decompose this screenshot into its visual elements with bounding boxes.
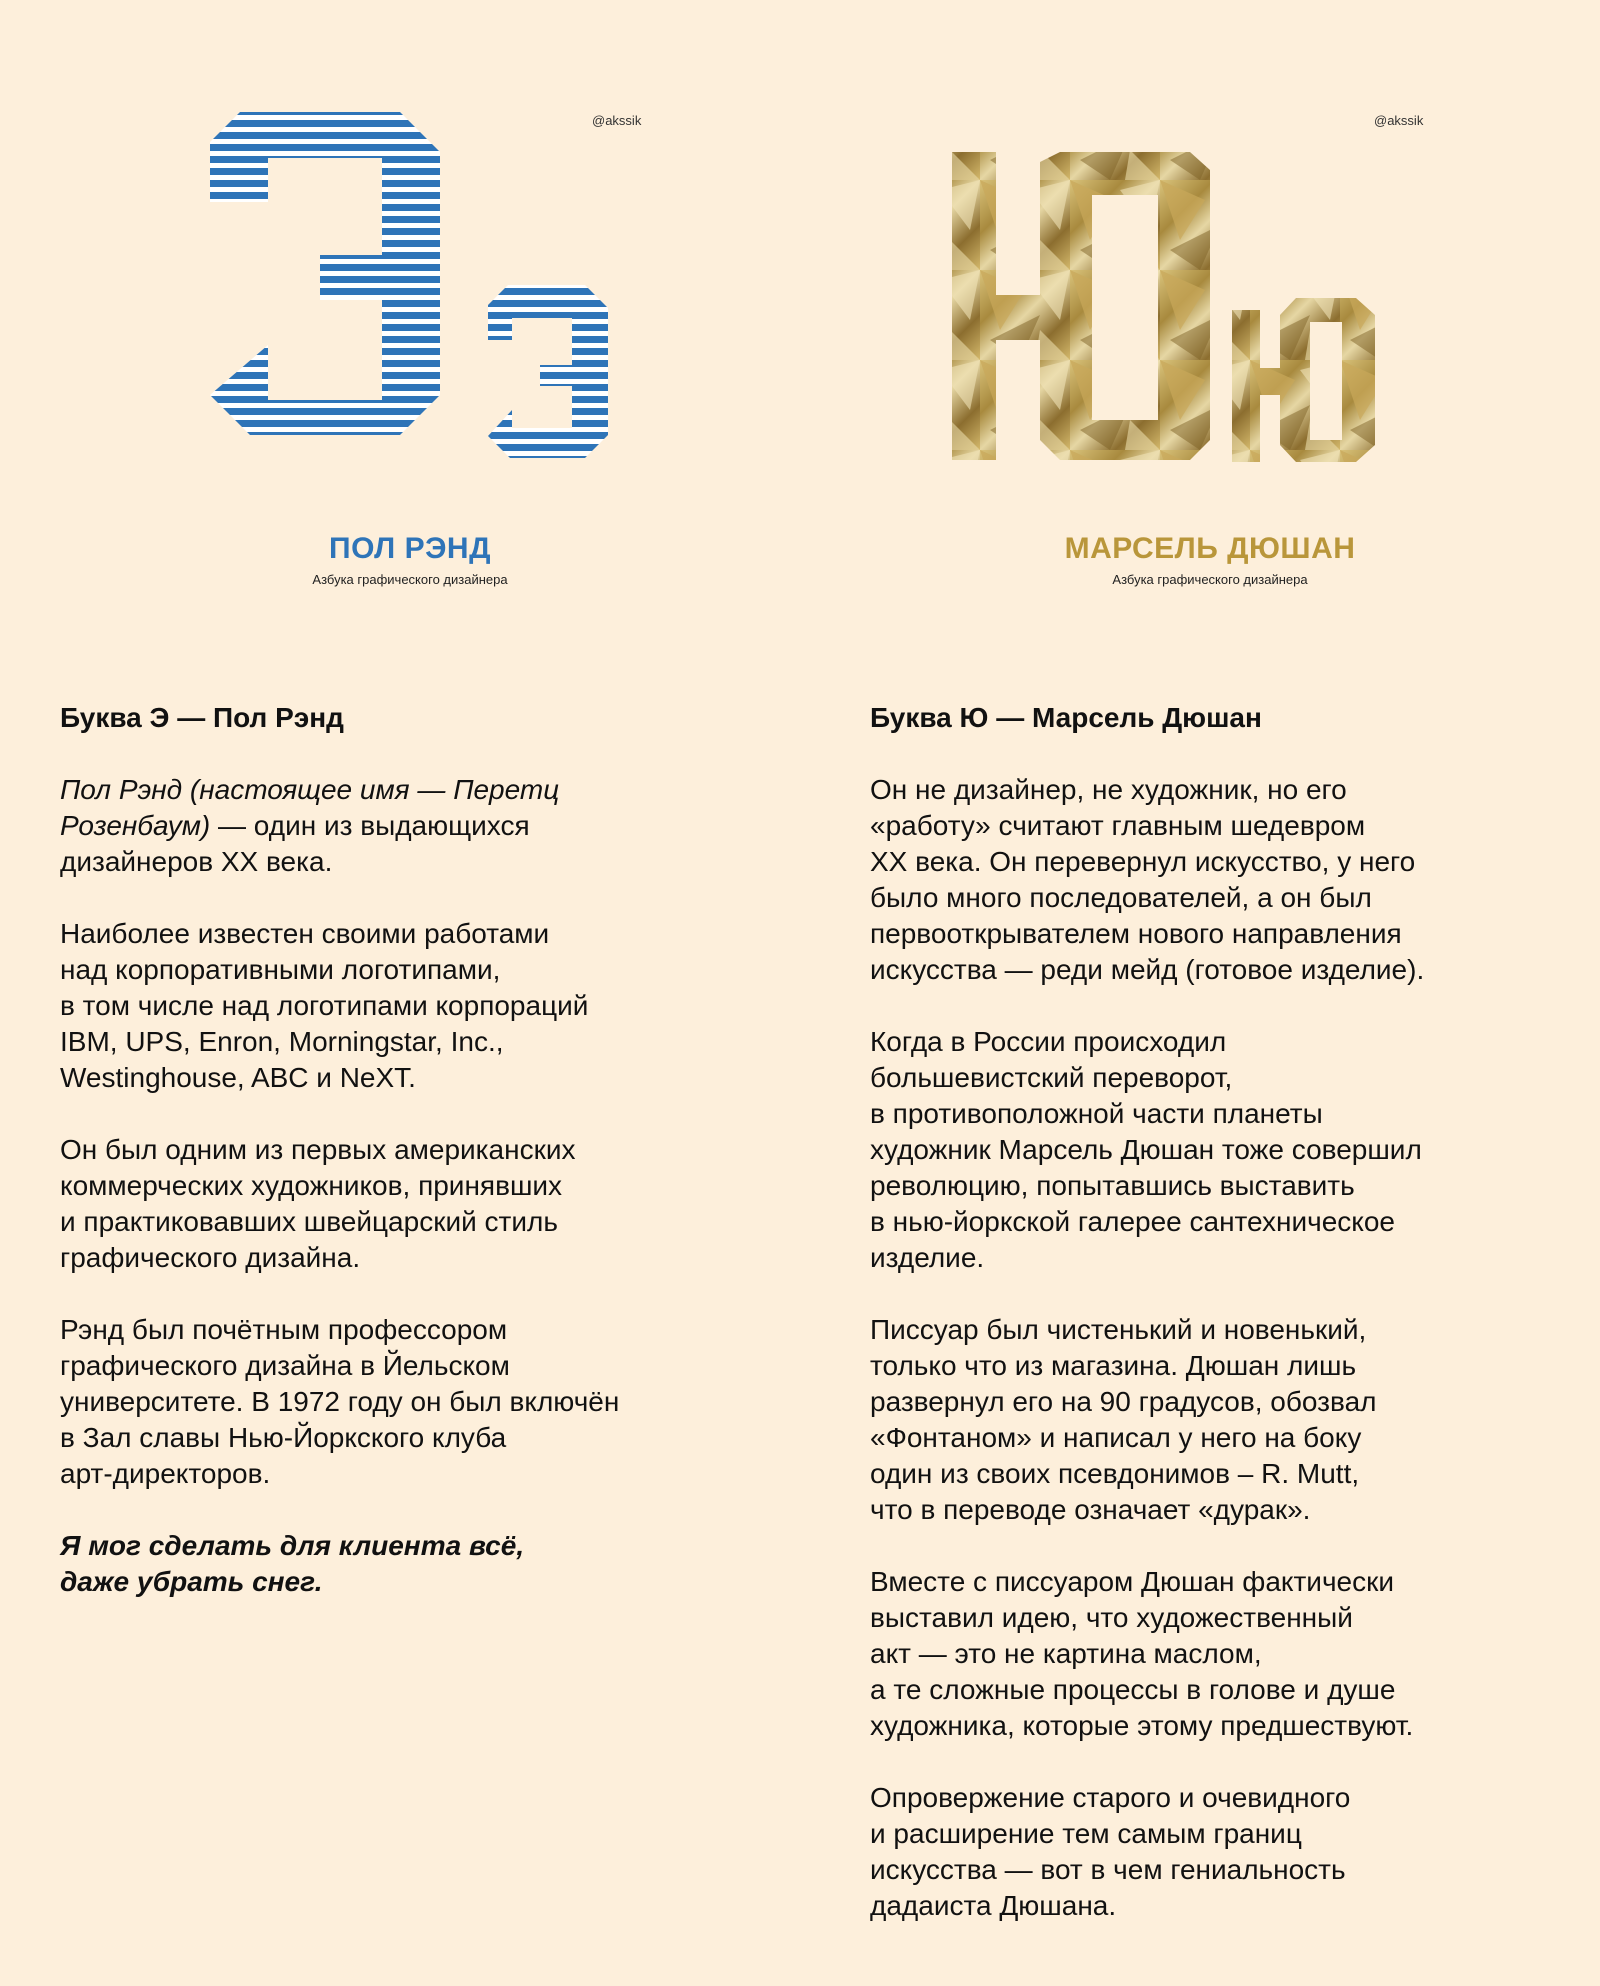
article-heading: Буква Ю — Марсель Дюшан [870,702,1262,733]
article-heading: Буква Э — Пол Рэнд [60,702,344,733]
intro-rest: — один из выдающихся дизайнеров XX века. [60,810,530,877]
card-subtitle: Азбука графического дизайнера [312,572,508,587]
letter-yu-graphic [800,0,1600,520]
article-paragraph: Он не дизайнер, не художник, но его «работу» считают главным шедевром XX века. Он перевернул искусство, у него было много последователей, а он был первооткрывателем нового направления искусства — реди мейд (готовое изделие). [870,774,1425,985]
article-paragraph: Опровержение старого и очевидного и расширение тем самым границ искусства — вот в чем гениальность дадаиста Дюшана. [870,1782,1351,1921]
article-paragraph [60,772,780,880]
article-paragraph: Рэнд был почётным профессором графического дизайна в Йельском университете. В 1972 году он был включён в Зал славы Нью-Йоркского клуба арт-директоров. [60,1314,620,1489]
author-handle: @akssik [1374,113,1424,128]
article-quote: Я мог сделать для клиента всё, даже убрать снег. [60,1530,525,1597]
author-handle: @akssik [592,113,642,128]
letter-card-yu [800,0,1600,620]
article-paragraph: Наиболее известен своими работами над корпоративными логотипами, в том числе над логотипами корпораций IBM, UPS, Enron, Morningstar, Inc., Westinghouse, ABC и NeXT. [60,918,589,1093]
letter-e-upper-shape [210,112,440,435]
article-paragraph: Писсуар был чистенький и новенький, только что из магазина. Дюшан лишь развернул его на 90 градусов, обозвал «Фонтаном» и написал у него на боку один из своих псевдонимов – R. Mutt, что в переводе означает «дурак». [870,1314,1377,1525]
article-paragraph: Он был одним из первых американских коммерческих художников, принявших и практиковавших швейцарский стиль графического дизайна. [60,1134,576,1273]
article-column-duchamp [870,700,1590,1960]
letter-e-graphic [0,0,800,520]
article-column-rand [60,700,780,1636]
letter-card-e [0,0,800,620]
artist-name: МАРСЕЛЬ ДЮШАН [1064,532,1356,565]
card-subtitle: Азбука графического дизайнера [1112,572,1308,587]
artist-name: ПОЛ РЭНД [329,532,491,565]
article-paragraph: Вместе с писсуаром Дюшан фактически выставил идею, что художественный акт — это не картина маслом, а те сложные процессы в голове и душе художника, которые этому предшествуют. [870,1566,1414,1741]
letter-e-lower-shape [488,285,608,458]
letter-yu-upper-shape [952,152,1210,460]
intro-italic: Пол Рэнд (настоящее имя — Перетц Розенбаум) [60,774,560,841]
article-paragraph: Когда в России происходил большевистский переворот, в противоположной части планеты художник Марсель Дюшан тоже совершил революцию, попытавшись выставить в нью-йоркской галерее сантехническое изделие. [870,1026,1422,1273]
letter-yu-lower-shape [1232,298,1375,462]
